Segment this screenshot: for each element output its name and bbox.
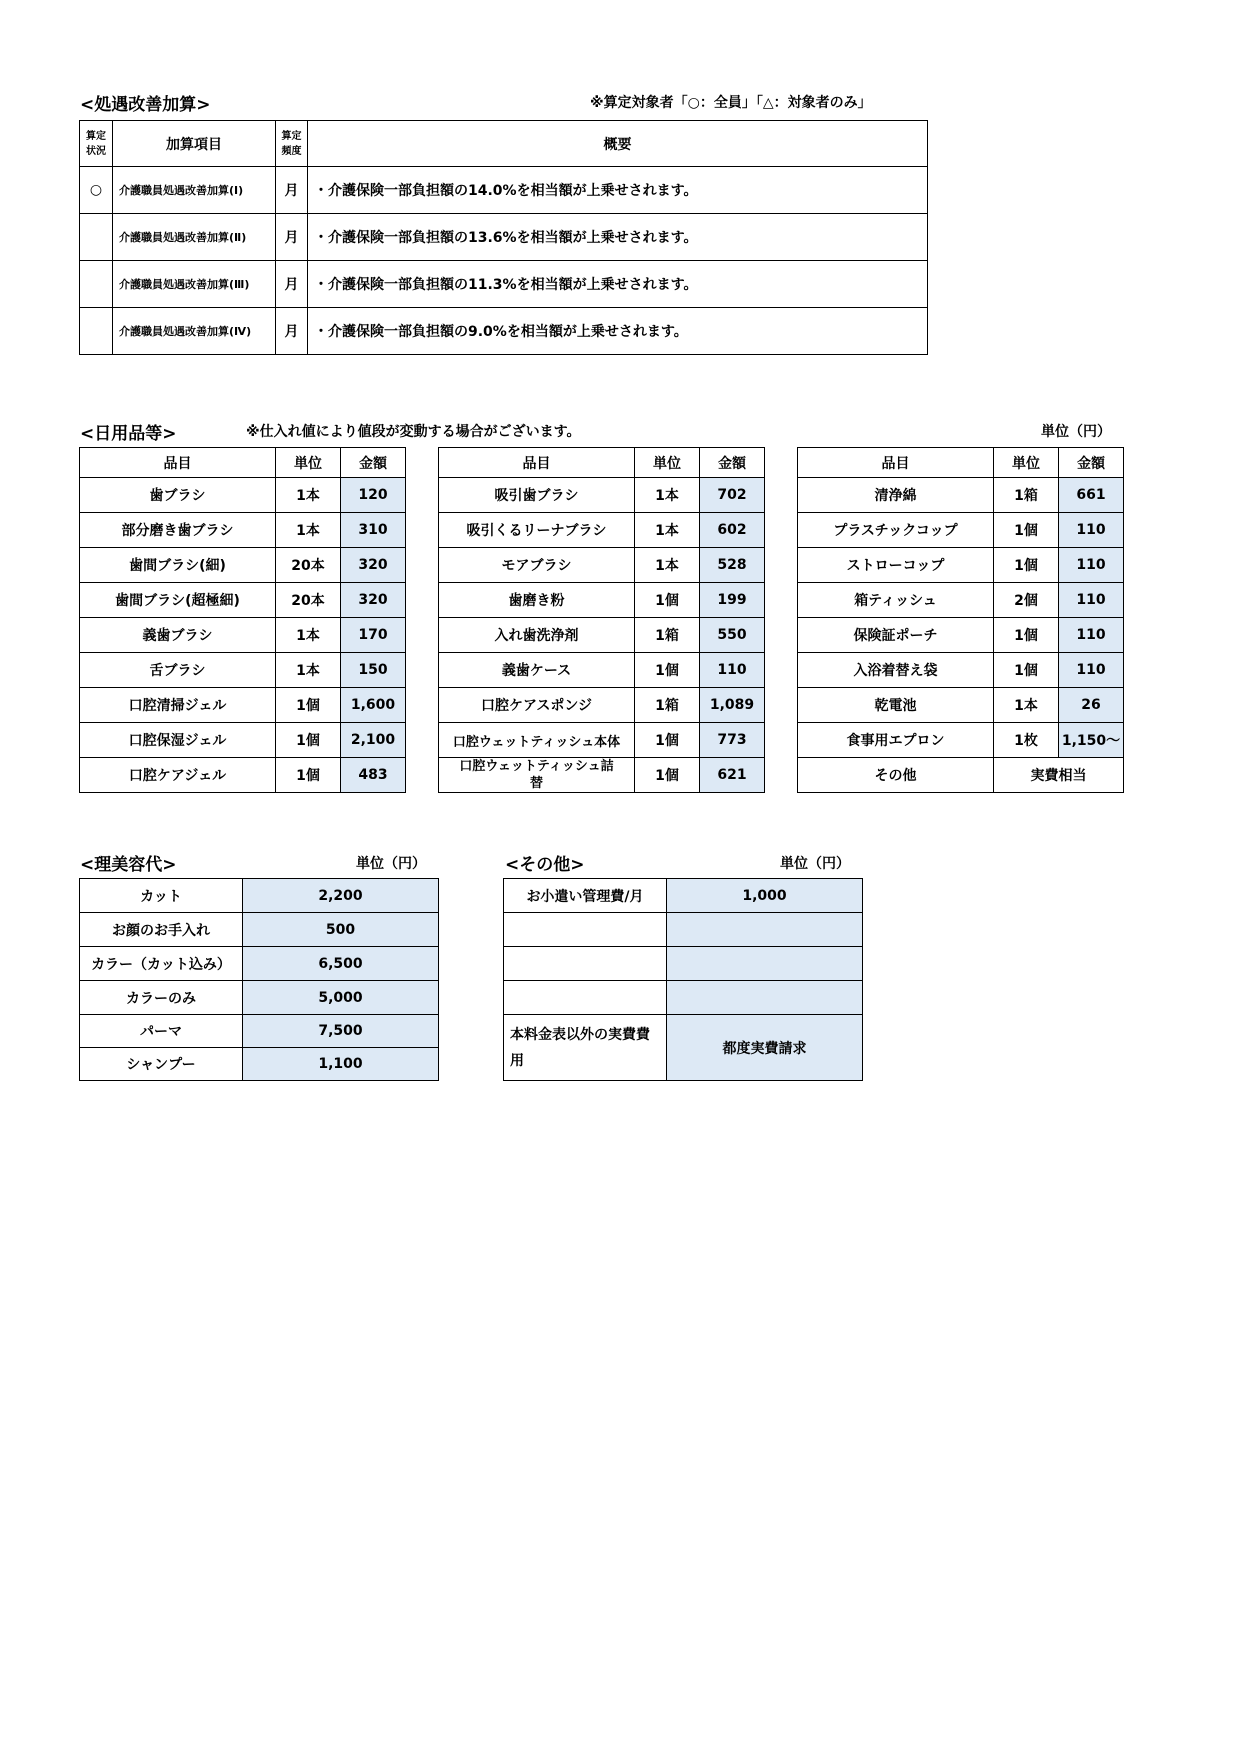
summary-cell: ・介護保険一部負担額の9.0%を相当額が上乗せされます。 bbox=[308, 308, 928, 355]
unit-cell: 1本 bbox=[994, 688, 1059, 723]
item-cell: 入浴着替え袋 bbox=[798, 653, 994, 688]
price-cell bbox=[667, 981, 863, 1015]
table-row bbox=[80, 214, 928, 261]
price-cell: 110 bbox=[1059, 548, 1124, 583]
item-cell: 入れ歯洗浄剤 bbox=[439, 618, 635, 653]
table-row bbox=[439, 618, 765, 653]
price-cell: 150 bbox=[341, 653, 406, 688]
table-row bbox=[80, 261, 928, 308]
price-cell: 621 bbox=[700, 758, 765, 793]
item-cell: 口腔ウェットティッシュ詰替 bbox=[439, 758, 635, 793]
table-row bbox=[439, 758, 765, 793]
unit-cell: 1個 bbox=[635, 723, 700, 758]
table-row bbox=[80, 308, 928, 355]
price-cell: 661 bbox=[1059, 478, 1124, 513]
item-cell: 食事用エプロン bbox=[798, 723, 994, 758]
freq-cell: 月 bbox=[276, 167, 308, 214]
unit-cell: 1個 bbox=[276, 723, 341, 758]
unit-cell: 1箱 bbox=[635, 688, 700, 723]
item-cell: お顔のお手入れ bbox=[80, 913, 243, 947]
nichiyo-table-2 bbox=[438, 447, 765, 793]
unit-cell: 1本 bbox=[276, 513, 341, 548]
unit-cell: 1枚 bbox=[994, 723, 1059, 758]
unit-cell: 1箱 bbox=[994, 478, 1059, 513]
item-cell: その他 bbox=[798, 758, 994, 793]
unit-cell: 1個 bbox=[276, 758, 341, 793]
price-cell: 110 bbox=[1059, 583, 1124, 618]
item-cell: 介護職員処遇改善加算(Ⅳ) bbox=[113, 308, 276, 355]
price-cell: 702 bbox=[700, 478, 765, 513]
item-cell: 吸引歯ブラシ bbox=[439, 478, 635, 513]
table-row bbox=[798, 618, 1124, 653]
table-row bbox=[80, 1048, 439, 1081]
unit-cell: 1個 bbox=[276, 688, 341, 723]
item-cell: 義歯ケース bbox=[439, 653, 635, 688]
table-row bbox=[80, 947, 439, 981]
header-item: 品目 bbox=[80, 448, 276, 478]
price-cell: 602 bbox=[700, 513, 765, 548]
unit-cell: 1箱 bbox=[635, 618, 700, 653]
sonota-unit: 単位（円） bbox=[780, 856, 850, 872]
price-cell: 1,150〜 bbox=[1059, 723, 1124, 758]
table-row bbox=[798, 653, 1124, 688]
item-cell: 口腔保湿ジェル bbox=[80, 723, 276, 758]
unit-cell: 1本 bbox=[276, 478, 341, 513]
table-row bbox=[504, 947, 863, 981]
unit-cell: 1個 bbox=[994, 548, 1059, 583]
freq-cell: 月 bbox=[276, 308, 308, 355]
table-row bbox=[80, 478, 406, 513]
item-cell bbox=[504, 913, 667, 947]
item-cell: 箱ティッシュ bbox=[798, 583, 994, 618]
value-cell: 実費相当 bbox=[994, 758, 1124, 793]
nichiyo-note: ※仕入れ値により値段が変動する場合がございます。 bbox=[246, 424, 581, 440]
table-row bbox=[80, 513, 406, 548]
price-cell: 320 bbox=[341, 548, 406, 583]
item-cell: カラーのみ bbox=[80, 981, 243, 1015]
price-cell: 1,600 bbox=[341, 688, 406, 723]
item-cell: 歯間ブラシ(超極細) bbox=[80, 583, 276, 618]
ribi-table bbox=[79, 878, 439, 1081]
table-row bbox=[439, 723, 765, 758]
item-cell: 介護職員処遇改善加算(Ⅲ) bbox=[113, 261, 276, 308]
table-header-row bbox=[80, 448, 406, 478]
header-unit: 単位 bbox=[635, 448, 700, 478]
table-row bbox=[439, 478, 765, 513]
table-row bbox=[798, 723, 1124, 758]
ribi-title: <理美容代> bbox=[80, 855, 177, 875]
table-header-row bbox=[439, 448, 765, 478]
freq-cell: 月 bbox=[276, 214, 308, 261]
unit-cell: 1本 bbox=[276, 618, 341, 653]
price-cell: 1,000 bbox=[667, 879, 863, 913]
price-cell: 170 bbox=[341, 618, 406, 653]
price-cell: 1,089 bbox=[700, 688, 765, 723]
sonota-title: <その他> bbox=[505, 855, 585, 875]
shogu-note: ※算定対象者「○：全員」「△：対象者のみ」 bbox=[590, 95, 872, 111]
price-cell: 550 bbox=[700, 618, 765, 653]
item-cell: 義歯ブラシ bbox=[80, 618, 276, 653]
item-cell: お小遣い管理費/月 bbox=[504, 879, 667, 913]
item-cell: 本料金表以外の実費費用 bbox=[504, 1015, 667, 1081]
price-cell: 110 bbox=[1059, 513, 1124, 548]
table-row bbox=[439, 583, 765, 618]
unit-cell: 2個 bbox=[994, 583, 1059, 618]
unit-cell: 1本 bbox=[276, 653, 341, 688]
table-row bbox=[80, 1015, 439, 1048]
unit-cell: 1個 bbox=[635, 653, 700, 688]
unit-cell: 20本 bbox=[276, 548, 341, 583]
item-cell: パーマ bbox=[80, 1015, 243, 1048]
price-cell bbox=[667, 913, 863, 947]
table-row bbox=[504, 879, 863, 913]
status-cell bbox=[80, 308, 113, 355]
item-cell: 乾電池 bbox=[798, 688, 994, 723]
table-row bbox=[80, 583, 406, 618]
item-cell: プラスチックコップ bbox=[798, 513, 994, 548]
table-row bbox=[80, 913, 439, 947]
status-cell: ○ bbox=[80, 167, 113, 214]
header-item: 品目 bbox=[439, 448, 635, 478]
header-summary: 概要 bbox=[308, 121, 928, 167]
unit-cell: 1本 bbox=[635, 478, 700, 513]
nichiyo-unit: 単位（円） bbox=[1041, 424, 1111, 440]
table-row bbox=[504, 981, 863, 1015]
unit-cell: 20本 bbox=[276, 583, 341, 618]
unit-cell: 1個 bbox=[994, 513, 1059, 548]
price-cell: 500 bbox=[243, 913, 439, 947]
price-cell: 2,100 bbox=[341, 723, 406, 758]
item-cell: 介護職員処遇改善加算(Ⅱ) bbox=[113, 214, 276, 261]
summary-cell: ・介護保険一部負担額の11.3%を相当額が上乗せされます。 bbox=[308, 261, 928, 308]
table-row bbox=[80, 879, 439, 913]
price-cell: 110 bbox=[1059, 653, 1124, 688]
table-row bbox=[80, 688, 406, 723]
table-row bbox=[80, 167, 928, 214]
unit-cell: 1個 bbox=[994, 653, 1059, 688]
table-row bbox=[798, 688, 1124, 723]
price-cell: 2,200 bbox=[243, 879, 439, 913]
unit-cell: 1本 bbox=[635, 513, 700, 548]
item-cell: 口腔ウェットティッシュ本体 bbox=[439, 723, 635, 758]
header-item: 品目 bbox=[798, 448, 994, 478]
table-row bbox=[798, 583, 1124, 618]
price-cell: 528 bbox=[700, 548, 765, 583]
shogu-table bbox=[79, 120, 928, 355]
summary-cell: ・介護保険一部負担額の14.0%を相当額が上乗せされます。 bbox=[308, 167, 928, 214]
table-row bbox=[798, 513, 1124, 548]
item-cell: 口腔ケアスポンジ bbox=[439, 688, 635, 723]
table-row bbox=[798, 548, 1124, 583]
freq-cell: 月 bbox=[276, 261, 308, 308]
price-cell: 773 bbox=[700, 723, 765, 758]
item-cell: 歯間ブラシ(細) bbox=[80, 548, 276, 583]
price-cell: 1,100 bbox=[243, 1048, 439, 1081]
item-cell: 清浄綿 bbox=[798, 478, 994, 513]
table-row bbox=[80, 981, 439, 1015]
item-cell: 吸引くるリーナブラシ bbox=[439, 513, 635, 548]
price-cell: 320 bbox=[341, 583, 406, 618]
header-unit: 単位 bbox=[994, 448, 1059, 478]
status-cell bbox=[80, 261, 113, 308]
status-cell bbox=[80, 214, 113, 261]
nichiyo-title: <日用品等> bbox=[80, 424, 177, 444]
table-row bbox=[798, 478, 1124, 513]
price-cell: 5,000 bbox=[243, 981, 439, 1015]
table-row bbox=[80, 618, 406, 653]
item-cell: 保険証ポーチ bbox=[798, 618, 994, 653]
item-cell bbox=[504, 947, 667, 981]
nichiyo-table-3 bbox=[797, 447, 1124, 793]
table-row bbox=[80, 758, 406, 793]
item-cell: 歯磨き粉 bbox=[439, 583, 635, 618]
sonota-table bbox=[503, 878, 863, 1081]
table-row bbox=[439, 688, 765, 723]
price-cell: 6,500 bbox=[243, 947, 439, 981]
item-cell: 部分磨き歯ブラシ bbox=[80, 513, 276, 548]
item-cell: 舌ブラシ bbox=[80, 653, 276, 688]
unit-cell: 1本 bbox=[635, 548, 700, 583]
table-row bbox=[439, 548, 765, 583]
table-row bbox=[439, 653, 765, 688]
table-header-row bbox=[798, 448, 1124, 478]
header-price: 金額 bbox=[1059, 448, 1124, 478]
header-status: 算定 状況 bbox=[80, 121, 113, 167]
item-cell bbox=[504, 981, 667, 1015]
price-cell: 7,500 bbox=[243, 1015, 439, 1048]
price-cell: 199 bbox=[700, 583, 765, 618]
header-price: 金額 bbox=[700, 448, 765, 478]
header-price: 金額 bbox=[341, 448, 406, 478]
table-row bbox=[80, 723, 406, 758]
item-cell: シャンプー bbox=[80, 1048, 243, 1081]
table-row bbox=[504, 1015, 863, 1081]
item-cell: 歯ブラシ bbox=[80, 478, 276, 513]
table-row bbox=[798, 758, 1124, 793]
shogu-header-row bbox=[80, 121, 928, 167]
header-item: 加算項目 bbox=[113, 121, 276, 167]
item-cell: カラー（カット込み） bbox=[80, 947, 243, 981]
item-cell: 介護職員処遇改善加算(Ⅰ) bbox=[113, 167, 276, 214]
price-cell: 110 bbox=[700, 653, 765, 688]
table-row bbox=[439, 513, 765, 548]
header-freq: 算定 頻度 bbox=[276, 121, 308, 167]
ribi-unit: 単位（円） bbox=[356, 856, 426, 872]
header-unit: 単位 bbox=[276, 448, 341, 478]
price-cell: 483 bbox=[341, 758, 406, 793]
item-cell: ストローコップ bbox=[798, 548, 994, 583]
item-cell: 口腔清掃ジェル bbox=[80, 688, 276, 723]
nichiyo-table-1 bbox=[79, 447, 406, 793]
shogu-title: <処遇改善加算> bbox=[80, 95, 211, 115]
table-row bbox=[80, 548, 406, 583]
price-cell: 26 bbox=[1059, 688, 1124, 723]
price-cell bbox=[667, 947, 863, 981]
item-cell: 口腔ケアジェル bbox=[80, 758, 276, 793]
price-cell: 120 bbox=[341, 478, 406, 513]
summary-cell: ・介護保険一部負担額の13.6%を相当額が上乗せされます。 bbox=[308, 214, 928, 261]
item-cell: カット bbox=[80, 879, 243, 913]
price-cell: 都度実費請求 bbox=[667, 1015, 863, 1081]
unit-cell: 1個 bbox=[635, 583, 700, 618]
table-row bbox=[80, 653, 406, 688]
price-cell: 110 bbox=[1059, 618, 1124, 653]
price-cell: 310 bbox=[341, 513, 406, 548]
unit-cell: 1個 bbox=[635, 758, 700, 793]
unit-cell: 1個 bbox=[994, 618, 1059, 653]
table-row bbox=[504, 913, 863, 947]
item-cell: モアブラシ bbox=[439, 548, 635, 583]
